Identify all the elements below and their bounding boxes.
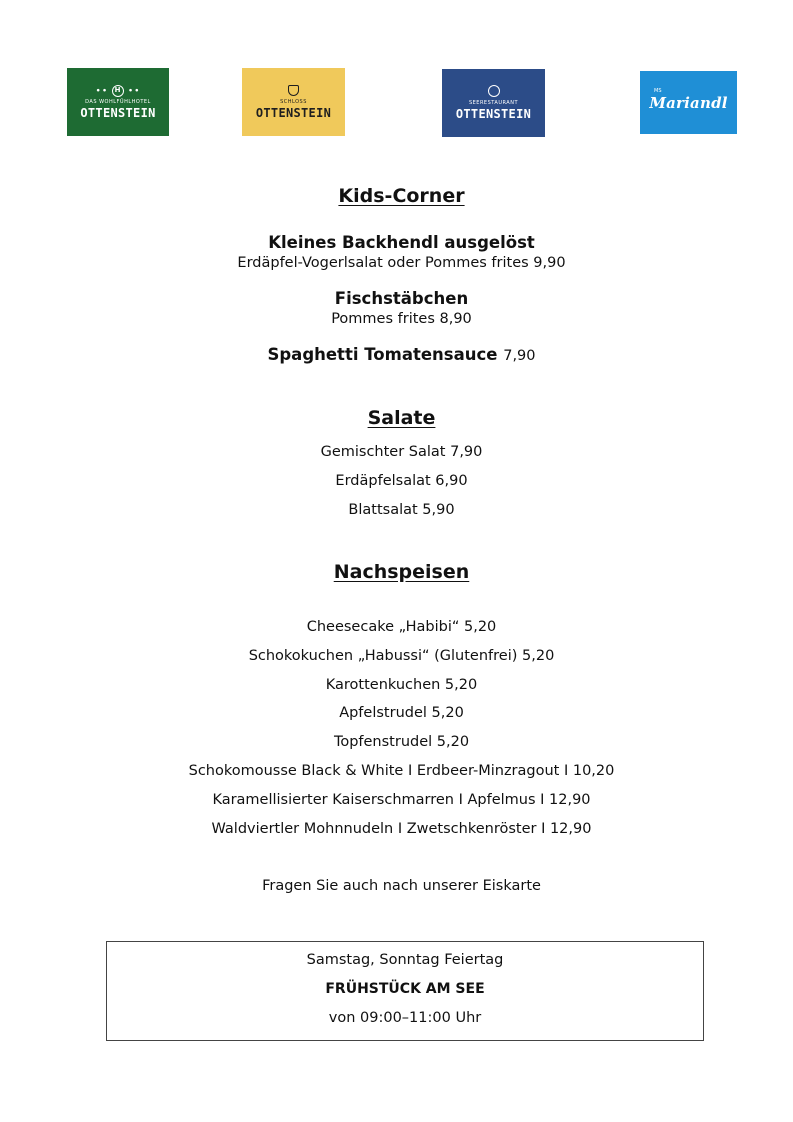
dish-name: Spaghetti Tomatensauce	[267, 345, 498, 364]
salads-heading: Salate	[367, 407, 436, 429]
dish-name: Fischstäbchen	[334, 289, 469, 308]
breakfast-days: Samstag, Sonntag Feiertag	[306, 952, 504, 968]
logo-name: OTTENSTEIN	[455, 107, 532, 121]
mariandl-logo	[640, 71, 737, 134]
dish-with-price	[0, 345, 793, 364]
salad-item: Erdäpfelsalat 6,90	[335, 473, 468, 489]
salad-item: Blattsalat 5,90	[348, 502, 455, 518]
ice-cream-note: Fragen Sie auch nach unserer Eiskarte	[262, 878, 541, 894]
dish-detail: Pommes frites 8,90	[331, 311, 472, 327]
dessert-item: Waldviertler Mohnnudeln I Zwetschkenröster I 12,90	[211, 821, 592, 837]
logo-name: Mariandl	[649, 93, 728, 112]
kids-corner-heading: Kids-Corner	[338, 185, 465, 207]
desserts-heading: Nachspeisen	[333, 561, 470, 583]
hotel-logo	[67, 68, 169, 136]
dessert-item: Schokokuchen „Habussi“ (Glutenfrei) 5,20	[248, 648, 555, 664]
dessert-item: Topfenstrudel 5,20	[333, 734, 470, 750]
logo-name: OTTENSTEIN	[255, 105, 332, 120]
logo-subtitle: SEERESTAURANT	[468, 100, 519, 106]
logo-name: OTTENSTEIN	[80, 105, 156, 120]
schloss-logo	[242, 68, 345, 136]
seerestaurant-logo	[442, 69, 545, 137]
breakfast-info-box	[106, 941, 704, 1041]
shield-icon	[288, 85, 299, 96]
salad-item: Gemischter Salat 7,90	[320, 444, 483, 460]
dessert-item: Apfelstrudel 5,20	[339, 705, 464, 721]
h-ring-icon: •• H ••	[95, 85, 141, 96]
dessert-item: Karottenkuchen 5,20	[325, 677, 478, 693]
dessert-item: Karamellisierter Kaiserschmarren I Apfelmus I 12,90	[212, 792, 591, 808]
fish-icon	[488, 85, 500, 97]
dish-name: Kleines Backhendl ausgelöst	[268, 233, 535, 252]
breakfast-title: FRÜHSTÜCK AM SEE	[325, 981, 485, 997]
dessert-item: Cheesecake „Habibi“ 5,20	[306, 619, 497, 635]
logo-subtitle: SCHLOSS	[280, 98, 307, 105]
logo-prefix: MS	[654, 88, 662, 94]
breakfast-hours: von 09:00–11:00 Uhr	[328, 1010, 482, 1026]
logo-subtitle: DAS WOHLFÜHLHOTEL	[85, 98, 151, 105]
dish-detail: Erdäpfel-Vogerlsalat oder Pommes frites 9,90	[237, 255, 566, 271]
dish-price: 7,90	[503, 348, 536, 364]
dessert-item: Schokomousse Black & White I Erdbeer-Minzragout I 10,20	[188, 763, 615, 779]
